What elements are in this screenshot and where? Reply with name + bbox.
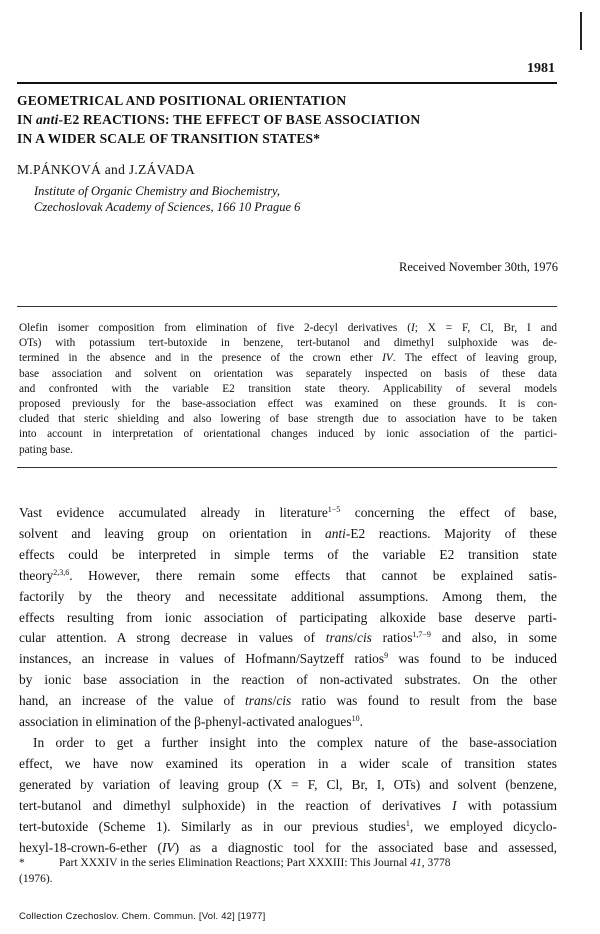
- body-line: instances, an increase in values of Hofmann/Saytzeff ratios$^9$ was found to be induced: [19, 651, 558, 667]
- body-line: In order to get a further insight into the complex nature of the base-association: [33, 734, 557, 750]
- footnote-line: [19, 855, 557, 871]
- abstract-line: Olefin isomer composition from elimination of five 2-decyl derivatives (I; X = F, Cl, Br, I and: [19, 322, 557, 334]
- authors: M.PÁNKOVÁ and J.ZÁVADA: [17, 162, 196, 177]
- journal-footer: Collection Czechoslov. Chem. Commun. [Vol. 42] [1977]: [19, 911, 266, 922]
- abstract-line: cluded that steric shielding and also lowering of base strength due to association have to be taken: [19, 413, 557, 426]
- title-line-text: IN anti-E2 REACTIONS: THE EFFECT OF BASE ASSOCIATION: [17, 112, 421, 127]
- body-line: by ionic base association in the reaction of non-activated substrates. On the other: [19, 672, 557, 688]
- body-line: cular attention. A strong decrease in values of trans/cis ratios$^{1,7-9}$ and also, in some: [19, 630, 557, 646]
- body-line: Vast evidence accumulated already in literature$^{1-5}$ concerning the effect of base,: [19, 505, 557, 520]
- body-line: association in elimination of the β-phenyl-activated analogues$^{10}$.: [19, 714, 363, 730]
- footnote: [19, 855, 557, 887]
- footnote-line: (1976).: [19, 873, 53, 885]
- body-line: factorily by the theory and necessitate additional assumptions. Among them, the: [19, 588, 557, 604]
- affiliation-line: Institute of Organic Chemistry and Biochemistry,: [34, 184, 281, 198]
- body-text: [19, 503, 557, 858]
- body-line: hand, an increase of the value of trans/cis ratio was found to result from the base: [19, 693, 558, 709]
- body-line: generated by variation of leaving group (X = F, Cl, Br, I, OTs) and solvent (benzene,: [19, 776, 557, 792]
- body-line: solvent and leaving group on orientation in anti-E2 reactions. Majority of these: [19, 525, 557, 541]
- received-date: Received November 30th, 1976: [399, 260, 558, 274]
- body-line: effects resulting from ionic association of participating alkoxide base deserve parti-: [19, 609, 557, 625]
- abstract-line: OTs) with potassium tert-butoxide in benzene, tert-butanol and dimethyl sulphoxide was de-: [19, 337, 557, 350]
- abstract: [19, 321, 557, 458]
- abstract-line: base association and solvent on orientation was separately inspected on basis of these data: [19, 367, 557, 380]
- abstract-line: termined in the absence and in the presence of the crown ether IV. The effect of leaving group,: [19, 352, 558, 365]
- body-line: tert-butanol and dimethyl sulphoxide) in the reaction of derivatives I with potassium: [19, 797, 558, 813]
- footnote-text: Part XXXIV in the series Elimination Reactions; Part XXXIII: This Journal 41, 3778: [59, 857, 451, 869]
- abstract-line: proposed previously for the base-association effect was examined on these grounds. It is con-: [19, 398, 557, 411]
- title-line: GEOMETRICAL AND POSITIONAL ORIENTATION: [17, 93, 347, 108]
- title-line: IN A WIDER SCALE OF TRANSITION STATES*: [17, 131, 321, 146]
- page-number: 1981: [527, 61, 555, 76]
- abstract-line: and confronted with the variable E2 transition state theory. Applicability of several models: [19, 382, 557, 395]
- affiliation-line: Czechoslovak Academy of Sciences, 166 10 Prague 6: [34, 200, 301, 214]
- margin-rule: [580, 12, 582, 50]
- affiliation: [34, 183, 300, 215]
- body-line: theory$^{2,3,6}$. However, there remain some effects that cannot be explained satis-: [19, 567, 557, 583]
- footnote-marker: *: [19, 857, 25, 869]
- abstract-line: pating base.: [19, 443, 73, 456]
- body-line: effect, we have now examined its operation in a wider scale of transition states: [19, 755, 557, 771]
- article-title: [17, 91, 557, 148]
- body-line: hexyl-18-crown-6-ether (IV) as a diagnostic tool for the associated base and assessed,: [19, 839, 557, 855]
- body-line: effects could be interpreted in simple terms of the variable E2 transition state: [19, 546, 557, 562]
- title-line: [17, 110, 557, 129]
- abstract-line: into account in interpretation of orientational changes induced by ionic association of the partici-: [19, 428, 557, 441]
- page-header: [17, 58, 557, 84]
- body-line: tert-butoxide (Scheme 1). Similarly as in our previous studies$^1$, we employed dicyclo-: [19, 818, 557, 834]
